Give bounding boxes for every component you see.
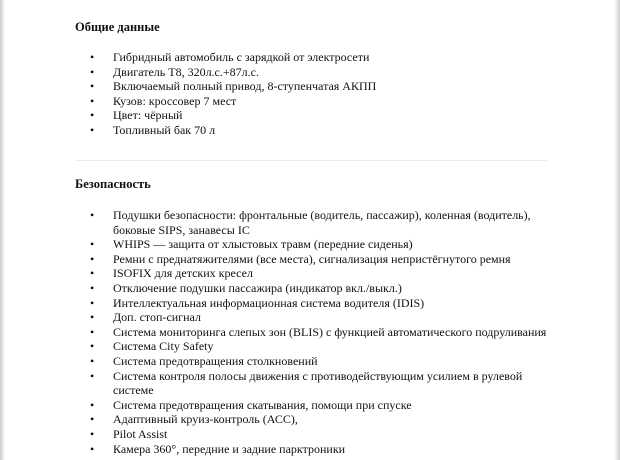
bullet-icon: • xyxy=(90,280,95,295)
bullet-icon: • xyxy=(90,208,95,222)
page-edge-right xyxy=(614,0,620,460)
bullet-icon: • xyxy=(90,441,95,456)
list-item: • Двигатель T8, 320л.с.+87л.с. xyxy=(90,64,259,79)
list-item: • Интеллектуальная информационная система водителя (IDIS) xyxy=(90,295,425,310)
list-item: • Ремни с преднатяжителями (все места), сигнализация непристёгнутого ремня xyxy=(90,251,511,266)
bullet-icon: • xyxy=(90,251,95,266)
bullet-icon: • xyxy=(90,353,95,368)
list-item: • Топливный бак 70 л xyxy=(90,122,216,137)
bullet-icon: • xyxy=(90,324,95,339)
list-item: • Pilot Assist xyxy=(90,426,168,441)
section-heading-safety: Безопасность xyxy=(75,177,151,191)
list-item: • Система мониторинга слепых зон (BLIS) с функцией автоматического подруливания xyxy=(90,324,547,339)
bullet-icon: • xyxy=(90,412,95,427)
bullet-icon: • xyxy=(90,79,95,94)
list-item: • ISOFIX для детских кресел xyxy=(90,266,253,281)
bullet-icon: • xyxy=(90,295,95,310)
bullet-icon: • xyxy=(90,50,95,64)
list-item: • Система контроля полосы движения с противодействующим усилием в рулевой системе xyxy=(90,368,523,398)
bullet-icon: • xyxy=(90,426,95,441)
list-item: • Цвет: чёрный xyxy=(90,108,183,123)
list-item: • Камера 360°, передние и задние парктроники xyxy=(90,441,346,456)
list-item: • Кузов: кроссовер 7 мест xyxy=(90,93,237,108)
section-heading-general: Общие данные xyxy=(75,20,160,34)
bullet-icon: • xyxy=(90,339,95,354)
bullet-icon: • xyxy=(90,64,95,79)
bullet-icon: • xyxy=(90,310,95,325)
safety-list xyxy=(75,208,553,456)
list-item: • Гибридный автомобиль с зарядкой от электросети xyxy=(90,50,370,64)
bullet-icon: • xyxy=(90,108,95,123)
general-list xyxy=(75,50,553,138)
list-item: • Система предотвращения столкновений xyxy=(90,353,318,368)
bullet-icon: • xyxy=(90,237,95,252)
list-item: • WHIPS — защита от хлыстовых травм (передние сиденья) xyxy=(90,237,413,252)
list-item: • Система предотвращения скатывания, помощи при спуске xyxy=(90,397,412,412)
list-item: • Адаптивный круиз-контроль (АСС), xyxy=(90,412,298,427)
list-item: • Подушки безопасности: фронтальные (водитель, пассажир), коленная (водитель), боковые SIPS, занавесы IC xyxy=(90,208,531,237)
bullet-icon: • xyxy=(90,266,95,281)
bullet-icon: • xyxy=(90,397,95,412)
bullet-icon: • xyxy=(90,122,95,137)
bullet-icon: • xyxy=(90,93,95,108)
list-item: • Отключение подушки пассажира (индикатор вкл./выкл.) xyxy=(90,280,402,295)
list-item: • Система City Safety xyxy=(90,339,214,354)
list-item: • Включаемый полный привод, 8-ступенчатая АКПП xyxy=(90,79,377,94)
section-divider xyxy=(75,160,547,161)
page-edge-left xyxy=(0,0,5,460)
bullet-icon: • xyxy=(90,368,95,383)
list-item: • Доп. стоп-сигнал xyxy=(90,310,201,325)
